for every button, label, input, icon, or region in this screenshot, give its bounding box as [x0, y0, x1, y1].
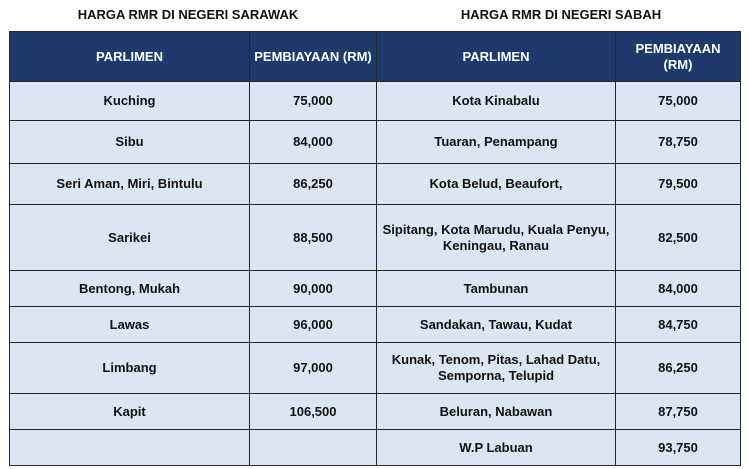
sabah-harga-cell: 84,750	[616, 307, 741, 343]
sabah-parlimen-cell: W.P Labuan	[377, 430, 616, 466]
sarawak-harga-cell	[250, 430, 377, 466]
sarawak-harga-cell: 106,500	[250, 394, 377, 430]
sarawak-parlimen-cell: Lawas	[10, 307, 250, 343]
sabah-harga-cell: 79,500	[616, 164, 741, 205]
sarawak-parlimen-cell: Seri Aman, Miri, Bintulu	[10, 164, 250, 205]
sabah-harga-cell: 84,000	[616, 271, 741, 307]
sarawak-harga-cell: 75,000	[250, 82, 377, 121]
header-sarawak-parlimen: PARLIMEN	[10, 32, 250, 82]
table-row	[10, 82, 741, 121]
sabah-harga-cell: 78,750	[616, 121, 741, 164]
price-table	[9, 31, 741, 466]
sarawak-harga-cell: 97,000	[250, 343, 377, 394]
sabah-parlimen-cell: Sipitang, Kota Marudu, Kuala Penyu, Keningau, Ranau	[377, 205, 616, 271]
sabah-parlimen-cell: Kota Kinabalu	[377, 82, 616, 121]
table-row	[10, 164, 741, 205]
sabah-parlimen-cell: Kunak, Tenom, Pitas, Lahad Datu, Semporna, Telupid	[377, 343, 616, 394]
sarawak-parlimen-cell: Kapit	[10, 394, 250, 430]
title-sarawak: HARGA RMR DI NEGERI SARAWAK	[77, 7, 299, 22]
sarawak-harga-cell: 88,500	[250, 205, 377, 271]
sabah-parlimen-cell: Sandakan, Tawau, Kudat	[377, 307, 616, 343]
sarawak-harga-cell: 84,000	[250, 121, 377, 164]
table-row	[10, 343, 741, 394]
sabah-parlimen-cell: Tuaran, Penampang	[377, 121, 616, 164]
sarawak-parlimen-cell: Limbang	[10, 343, 250, 394]
sabah-parlimen-cell: Kota Belud, Beaufort,	[377, 164, 616, 205]
sarawak-parlimen-cell: Sibu	[10, 121, 250, 164]
header-sabah-pembiayaan: PEMBIAYAAN (RM)	[616, 32, 741, 82]
sabah-harga-cell: 87,750	[616, 394, 741, 430]
sabah-harga-cell: 75,000	[616, 82, 741, 121]
table-row	[10, 394, 741, 430]
sabah-parlimen-cell: Beluran, Nabawan	[377, 394, 616, 430]
sarawak-harga-cell: 96,000	[250, 307, 377, 343]
sarawak-parlimen-cell	[10, 430, 250, 466]
table-row	[10, 205, 741, 271]
header-sabah-parlimen: PARLIMEN	[377, 32, 616, 82]
sarawak-harga-cell: 86,250	[250, 164, 377, 205]
sabah-harga-cell: 86,250	[616, 343, 741, 394]
sarawak-parlimen-cell: Bentong, Mukah	[10, 271, 250, 307]
sarawak-parlimen-cell: Sarikei	[10, 205, 250, 271]
sarawak-parlimen-cell: Kuching	[10, 82, 250, 121]
title-sabah: HARGA RMR DI NEGERI SABAH	[460, 7, 662, 22]
table-row	[10, 271, 741, 307]
header-sarawak-pembiayaan: PEMBIAYAAN (RM)	[250, 32, 377, 82]
sabah-harga-cell: 82,500	[616, 205, 741, 271]
table-row	[10, 121, 741, 164]
sarawak-harga-cell: 90,000	[250, 271, 377, 307]
table-row	[10, 307, 741, 343]
table-row	[10, 430, 741, 466]
sabah-harga-cell: 93,750	[616, 430, 741, 466]
sabah-parlimen-cell: Tambunan	[377, 271, 616, 307]
header-row	[10, 32, 741, 82]
